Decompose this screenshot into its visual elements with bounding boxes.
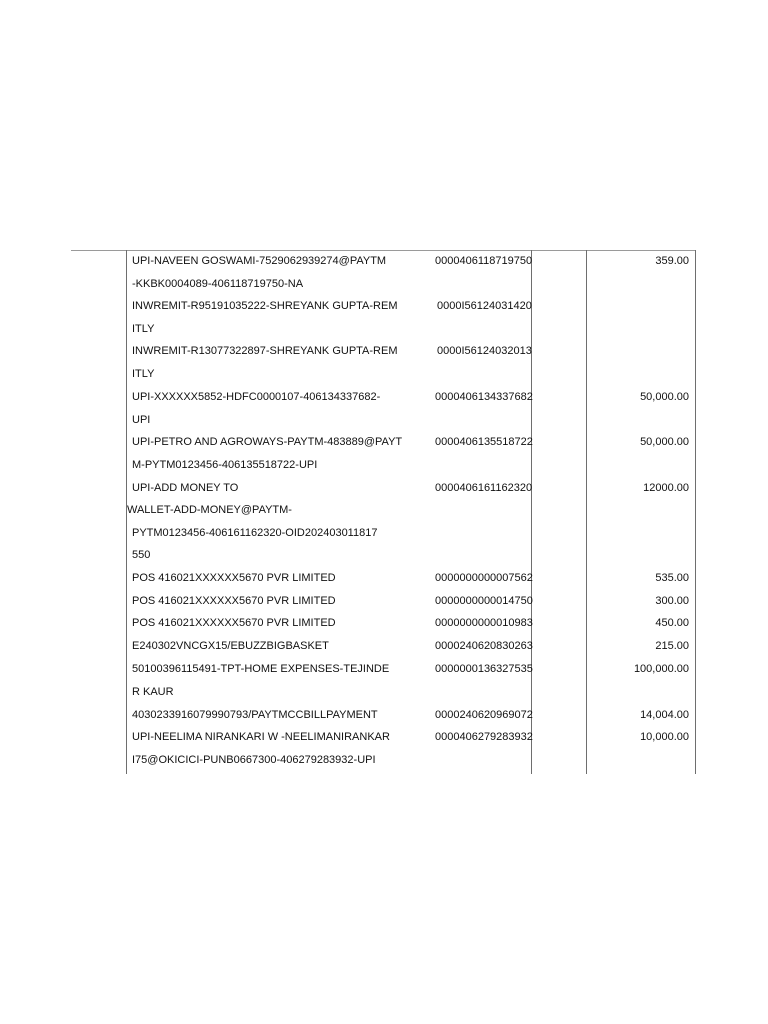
description-text: UPI-ADD MONEY TO	[132, 482, 239, 494]
description-text: 4030233916079990793/PAYTMCCBILLPAYMENT	[132, 709, 378, 721]
description-text: ITLY	[132, 323, 155, 335]
description-text: POS 416021XXXXXX5670 PVR LIMITED	[132, 572, 336, 584]
reference-number: 0000240620830263	[435, 640, 533, 652]
description-text: POS 416021XXXXXX5670 PVR LIMITED	[132, 617, 336, 629]
column-divider-4	[695, 250, 696, 774]
amount-value: 215.00	[655, 640, 689, 652]
amount-value: 12000.00	[643, 482, 689, 494]
description-text: R KAUR	[132, 686, 174, 698]
description-text: UPI-NEELIMA NIRANKARI W -NEELIMANIRANKAR	[132, 731, 390, 743]
amount-value: 300.00	[655, 595, 689, 607]
amount-value: 359.00	[655, 255, 689, 267]
reference-number: 0000000000007562	[435, 572, 533, 584]
description-text: E240302VNCGX15/EBUZZBIGBASKET	[132, 640, 329, 652]
table-top-rule	[71, 250, 696, 251]
reference-number: 0000000000014750	[435, 595, 533, 607]
description-text: 50100396115491-TPT-HOME EXPENSES-TEJINDE	[132, 663, 390, 675]
description-text: UPI-XXXXXX5852-HDFC0000107-406134337682-	[132, 391, 381, 403]
reference-number: 0000406135518722	[435, 436, 533, 448]
amount-value: 14,004.00	[640, 709, 689, 721]
reference-number: 0000406134337682	[435, 391, 533, 403]
reference-number: 0000406279283932	[435, 731, 533, 743]
amount-value: 50,000.00	[640, 436, 689, 448]
description-text: INWREMIT-R13077322897-SHREYANK GUPTA-REM	[132, 345, 398, 357]
amount-value: 10,000.00	[640, 731, 689, 743]
description-text: UPI	[132, 414, 151, 426]
description-text: I75@OKICICI-PUNB0667300-406279283932-UPI	[132, 754, 376, 766]
reference-number: 0000000000010983	[435, 617, 533, 629]
description-text: UPI-NAVEEN GOSWAMI-7529062939274@PAYTM	[132, 255, 387, 267]
reference-number: 0000I56124032013	[437, 345, 532, 357]
reference-number: 0000I56124031420	[437, 300, 532, 312]
description-text: WALLET-ADD-MONEY@PAYTM-	[127, 504, 292, 516]
column-divider-3	[586, 250, 587, 774]
reference-number: 0000406161162320	[435, 482, 533, 494]
amount-value: 100,000.00	[633, 663, 689, 675]
description-text: UPI-PETRO AND AGROWAYS-PAYTM-483889@PAYT	[132, 436, 403, 448]
amount-value: 50,000.00	[640, 391, 689, 403]
reference-number: 0000240620969072	[435, 709, 533, 721]
column-divider-2	[531, 250, 532, 774]
amount-value: 450.00	[655, 617, 689, 629]
description-text: 550	[132, 549, 151, 561]
reference-number: 0000406118719750	[435, 255, 533, 267]
description-text: PYTM0123456-406161162320-OID202403011817	[132, 527, 378, 539]
reference-number: 0000000136327535	[435, 663, 533, 675]
description-text: -KKBK0004089-406118719750-NA	[132, 278, 304, 290]
description-text: M-PYTM0123456-406135518722-UPI	[132, 459, 318, 471]
description-text: POS 416021XXXXXX5670 PVR LIMITED	[132, 595, 336, 607]
description-text: INWREMIT-R95191035222-SHREYANK GUPTA-REM	[132, 300, 398, 312]
description-text: ITLY	[132, 368, 155, 380]
amount-value: 535.00	[655, 572, 689, 584]
